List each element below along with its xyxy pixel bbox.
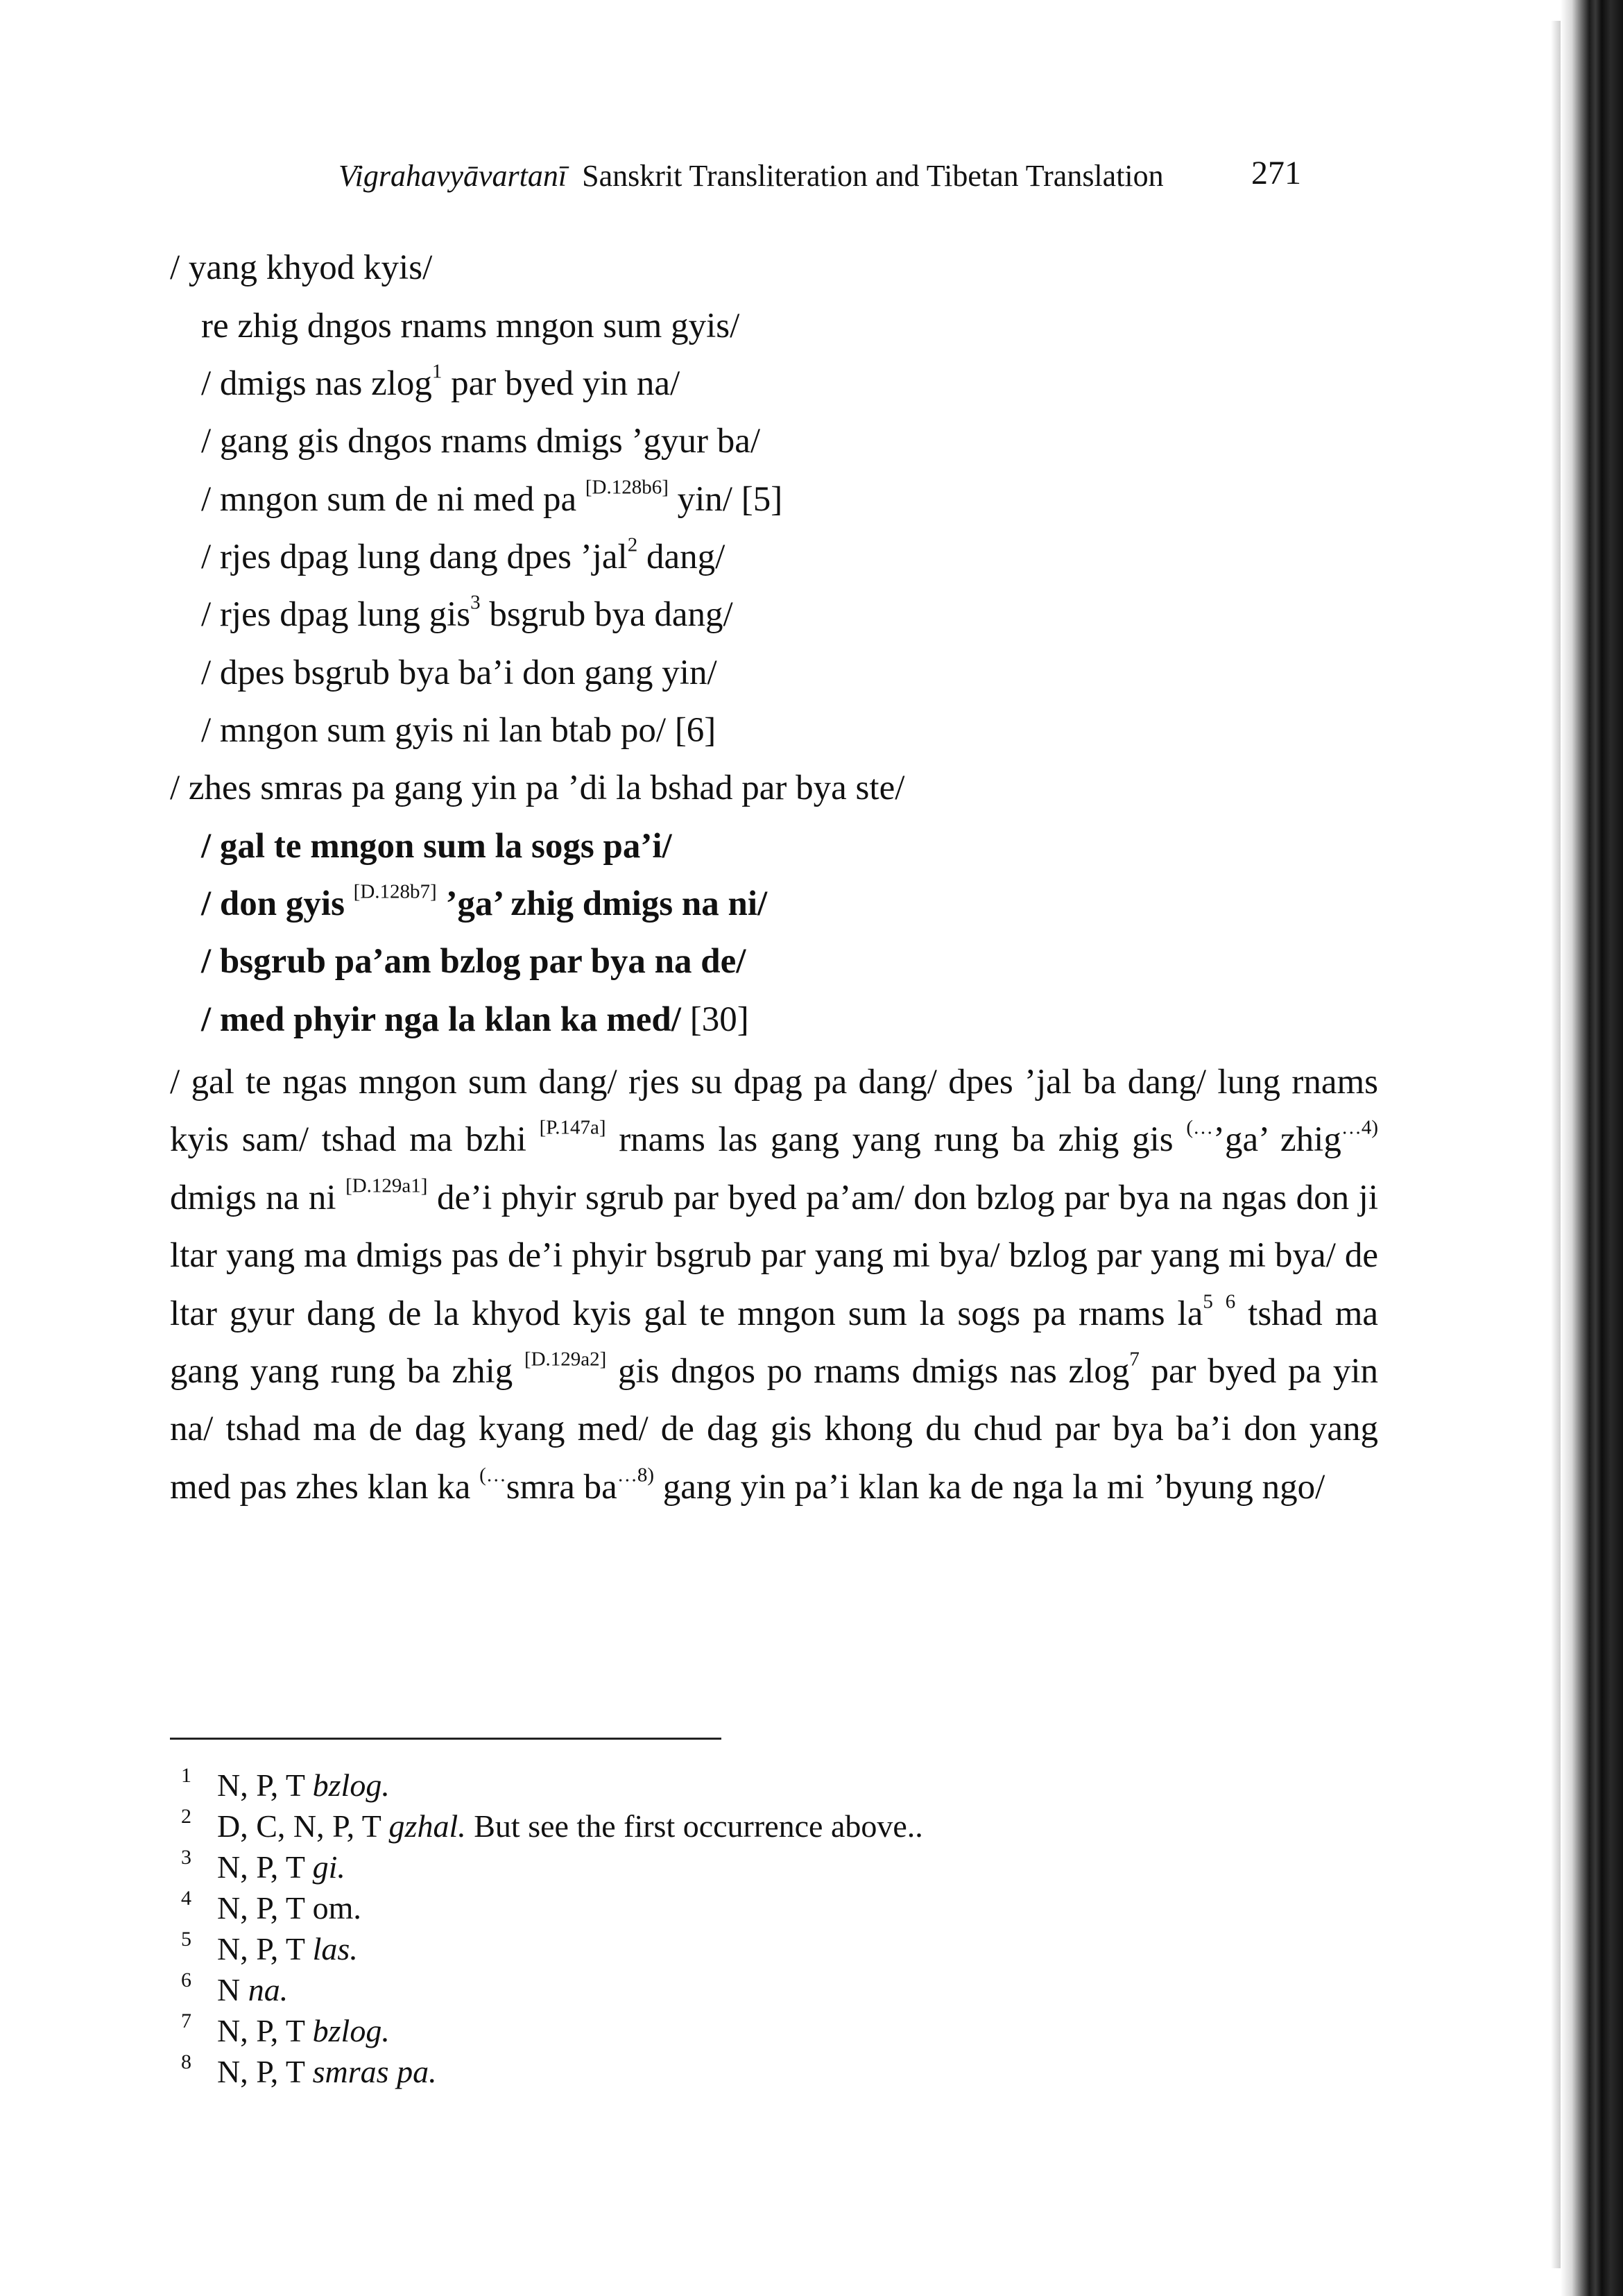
- running-header: [338, 155, 1309, 194]
- verse-line: / zhes smras pa gang yin pa ’di la bshad par bya ste/: [170, 769, 905, 807]
- footnote-ref: 6: [1225, 1290, 1236, 1312]
- verse-line: / rjes dpag lung dang dpes ’jal$^2$ dang/: [201, 533, 725, 576]
- variant-open: (…: [1186, 1116, 1213, 1139]
- folio-marker: [D.129a2]: [524, 1348, 607, 1371]
- book-page: Vigrahavyāvartanī Sanskrit Transliteration and Tibetan Translation 271 / yang khyod kyis/ re zhig dngos rnams mngon sum gyis/ / dmigs nas zlog$^1$ par byed yin na/ / gang gis dngos rnams dmigs ’gyur ba/ / mngon sum de ni med pa [D.128b6] yin/ [5] / rjes dpag lung dang dpes ’jal$^2$ dang/ / rjes dpag lung gis$^3$ bsgrub bya dang/ / dpes bsgrub bya ba’i don gang yin/ / mngon sum gyis ni lan btab po/ [6] / zhes smras pa gang yin pa ’di la bshad par bya ste/ / gal te mngon sum la sogs pa’i/ / don gyis [D.128b7] ’ga’ zhig dmigs na ni/ / bsgrub pa’am bzlog par bya na de/ / med phyir nga la klan ka med/ [30] / gal te ngas mngon sum dang/ rjes su dpag pa dang/ dpes ’jal ba dang/ lung rnams kyis sam/ tshad ma bzhi [P.147a] rnams las gang yang rung ba zhig gis (…’ga’ zhig$^{\dots 4)}$ dmigs na ni [D.129a1] de’i phyir sgrub par byed pa’am/ don bzlog par bya na ngas don ji ltar yang ma dmigs pas de’i phyir bsgrub par yang mi bya/ bzlog par yang mi bya/ de ltar gyur dang de la khyod kyis gal te mngon sum la sogs pa rnams $la^5$ $^6$ tshad ma gang yang rung ba zhig [D.129a2] gis dngos po rnams dmigs nas zlog$^7$ par byed pa yin na/ tshad ma de dag kyang med/ de dag gis khong du chud par bya ba’i don yang med pas zhes klan ka (…smra $ba^{\dots 8)}$ gang yin pa’i klan ka de nga la mi ’byung ngo/ 1 N, P, T bzlog. 2 D, C, N, P, T gzhal. But see the first occurrence above.. 3 N, P, T gi. 4 N, P, T om. 5 N, P, T las. 6 N na. 7 N, P, T bzlog. 8 N, P, T smras pa.: [0, 0, 1623, 2296]
- folio-marker: [D.128b6]: [585, 476, 669, 499]
- page-number: 271: [1251, 155, 1301, 191]
- footnote-ref: 1: [431, 360, 443, 383]
- folio-marker: [P.147a]: [539, 1116, 606, 1139]
- verse-line: / mngon sum gyis ni lan btab po/ [6]: [201, 711, 716, 750]
- bold-verse-line: / gal te mngon sum la sogs pa’i/: [201, 827, 672, 866]
- footnote-rule: [170, 1738, 721, 1740]
- footnote-ref: 3: [470, 591, 481, 614]
- variant-close: …4): [1341, 1116, 1378, 1139]
- verse-line: / dmigs nas zlog$^1$ par byed yin na/: [201, 360, 680, 403]
- book-binding-edge: [1561, 0, 1623, 2296]
- verse-line: / gang gis dngos rnams dmigs ’gyur ba/: [201, 422, 761, 461]
- variant-open: (…: [479, 1464, 506, 1487]
- bold-verse-line: / bsgrub pa’am bzlog par bya na de/: [201, 942, 746, 981]
- header-subtitle: Sanskrit Transliteration and Tibetan Translation: [582, 159, 1164, 193]
- page-edge-shadow: [1551, 21, 1561, 2268]
- footnote-ref: 5: [1203, 1290, 1213, 1312]
- bold-verse-line: / med phyir nga la klan ka med/ [30]: [201, 1000, 749, 1039]
- footnote-ref: 2: [627, 533, 638, 556]
- verse-line: / dpes bsgrub bya ba’i don gang yin/: [201, 653, 717, 692]
- footnote-ref: 7: [1129, 1348, 1140, 1371]
- verse-line: / rjes dpag lung gis$^3$ bsgrub bya dang/: [201, 591, 733, 634]
- commentary-paragraph: / gal te ngas mngon sum dang/ rjes su dpag pa dang/ dpes ’jal ba dang/ lung rnams kyis sam/ tshad ma bzhi [P.147a] rnams las gang yang rung ba zhig gis (…’ga’ zhig$^{\dots 4)}$ dmigs na ni [D.129a1] de’i phyir sgrub par byed pa’am/ don bzlog par bya na ngas don ji ltar yang ma dmigs pas de’i phyir bsgrub par yang mi bya/ bzlog par yang mi bya/ de ltar gyur dang de la khyod kyis gal te mngon sum la sogs pa rnams $la^5$ $^6$ tshad ma gang yang rung ba zhig [D.129a2] gis dngos po rnams dmigs nas zlog$^7$ par byed pa yin na/ tshad ma de dag kyang med/ de dag gis khong du chud par bya ba’i don yang med pas zhes klan ka (…smra $ba^{\dots 8)}$ gang yin pa’i klan ka de nga la mi ’byung ngo/: [170, 1063, 1378, 1507]
- verse-line: / mngon sum de ni med pa [D.128b6] yin/ [5]: [201, 476, 783, 519]
- folio-marker: [D.129a1]: [345, 1174, 428, 1197]
- variant-close: …8): [617, 1464, 654, 1487]
- verse-line: / yang khyod kyis/: [170, 248, 433, 287]
- folio-marker: [D.128b7]: [353, 880, 437, 903]
- bold-verse-line: / don gyis [D.128b7] ’ga’ zhig dmigs na ni/: [201, 880, 768, 923]
- verse-line: re zhig dngos rnams mngon sum gyis/: [201, 307, 740, 345]
- header-title: Vigrahavyāvartanī: [338, 159, 567, 193]
